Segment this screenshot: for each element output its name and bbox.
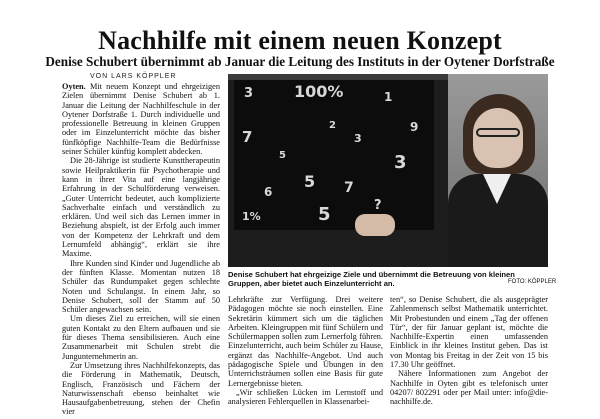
photo-credit: FOTO: KÖPPLER (508, 279, 557, 285)
board-number: 2 (329, 120, 336, 131)
board-number: 5 (279, 150, 286, 161)
board-number: 5 (318, 204, 331, 225)
board-number: 7 (344, 180, 354, 196)
board-number: 3 (354, 132, 362, 145)
byline: VON LARS KÖPPLER (90, 73, 177, 80)
headline: Nachhilfe mit einem neuen Konzept (98, 26, 502, 55)
face (473, 108, 523, 168)
subheadline: Denise Schubert übernimmt ab Januar die Leitung des Instituts in der Oytener Dorfstraße (45, 54, 555, 69)
paragraph: Zur Umsetzung ihres Nachhilfekonzepts, das die Förderung in Mathematik, Deutsch, Englisch, Französisch und Fächern der Naturwissenschaft ebenso beinhaltet wie Hausaufgabenbetreuung, stehen der Chefin vier (62, 360, 220, 417)
board-number: 3 (244, 86, 254, 101)
lead-place: Oyten. (62, 82, 86, 91)
board-number: 5 (304, 172, 316, 191)
paragraph: Die 28-Jährige ist studierte Kunsttherapeutin sowie Heilpraktikerin für Psychotherapie und kann in ihrer Vita auf eine langjährige Erfahrung in der Schulförderung verweisen. „Guter Unterricht bedeutet, auch komplizierte Sachverhalte einfach und verständlich zu erklären. Und weil sich das Lernen immer in Beziehung abspielt, ist der Erfolg auch immer von der Kompetenz der Lehrkraft und dem Lernumfeld abhängig“, erklärt sie ihre Maxime. (62, 156, 220, 259)
hand (355, 214, 395, 236)
board-number: 1% (242, 210, 261, 223)
paragraph (62, 82, 220, 156)
article-column-3 (390, 295, 548, 419)
paragraph: Lehrkräfte zur Verfügung. Drei weitere Pädagogen möchte sie noch einstellen. Eine Sekretärin kümmert sich um die täglichen Arbeiten. Kleingruppen mit fünf Schülern und Schülermappen sollen zum Lernerfolg führen. Einzelunterricht, auch beim Schüler zu Hause, ergänzt das Nachhilfe-Angebot. Und auch pädagogische Spiele und Übungen in den Unterrichsträumen sollen eine Basis für gute Lernergebnisse bieten. (228, 295, 383, 388)
paragraph-text: Mit neuem Konzept und ehrgeizigen Zielen übernimmt Denise Schubert ab 1. Januar die Leitung der Nachhilfeschule in der Oytener Dorfstraße 1. Durch individuelle und professionelle Betreuung in kleinen Gruppen oder im Einzelunterricht möchte das bisher fünfköpfige Nachhilfe-Team die Bedürfnisse seiner Schüler künftig komplett abdecken. (62, 82, 220, 157)
glasses (476, 128, 520, 137)
article-column-2 (228, 295, 383, 419)
board-number: 7 (242, 128, 253, 146)
portrait-person (443, 94, 548, 267)
photo-caption: Denise Schubert hat ehrgeizige Ziele und übernimmt die Betreuung von kleinen Gruppen, aber bietet auch Einzelunterricht an. (228, 270, 515, 289)
board-number: 100% (294, 82, 344, 101)
article-photo (228, 74, 548, 267)
paragraph: „Wir schließen Lücken im Lernstoff und analysieren Fehlerquellen in Klassenarbei- (228, 387, 383, 407)
chalkboard (234, 80, 434, 230)
paragraph: Um dieses Ziel zu erreichen, will sie einen guten Kontakt zu den Eltern aufbauen und sie für dieses Thema sensibilisieren. Auch eine Zusammenarbeit mit Schulen strebt die Jungunternehmerin an. (62, 314, 220, 361)
paragraph: Ihre Kunden sind Kinder und Jugendliche ab der fünften Klasse. Momentan nutzen 18 Schüler das Rundumpaket gegen schlechte Noten und Schulangst. In einem Jahr, so Denise Schubert, soll der Stamm auf 50 Schüler angewachsen sein. (62, 258, 220, 315)
paragraph: Nähere Informationen zum Angebot der Nachhilfe in Oyten gibt es telefonisch unter 04207/ 802291 oder per Mail unter: info@die-nachhilfe.de. (390, 369, 548, 407)
paragraph: ten“, so Denise Schubert, die als ausgeprägter Zahlenmensch selbst Mathematik unterrichtet. Mit Probestunden und einem „Tag der offenen Tür“, der für Januar geplant ist, möchte die Nachhilfe-Expertin einen umfassenden Einblick in ihr kleines Institut geben. Das ist von Montag bis Freitag in der Zeit von 15 bis 17.30 Uhr geöffnet. (390, 295, 548, 370)
board-number: 9 (410, 120, 419, 134)
board-number: 3 (394, 152, 407, 173)
article-column-1 (62, 82, 220, 419)
board-number: ? (374, 198, 382, 213)
board-number: 6 (264, 185, 273, 199)
board-number: 1 (384, 90, 393, 104)
